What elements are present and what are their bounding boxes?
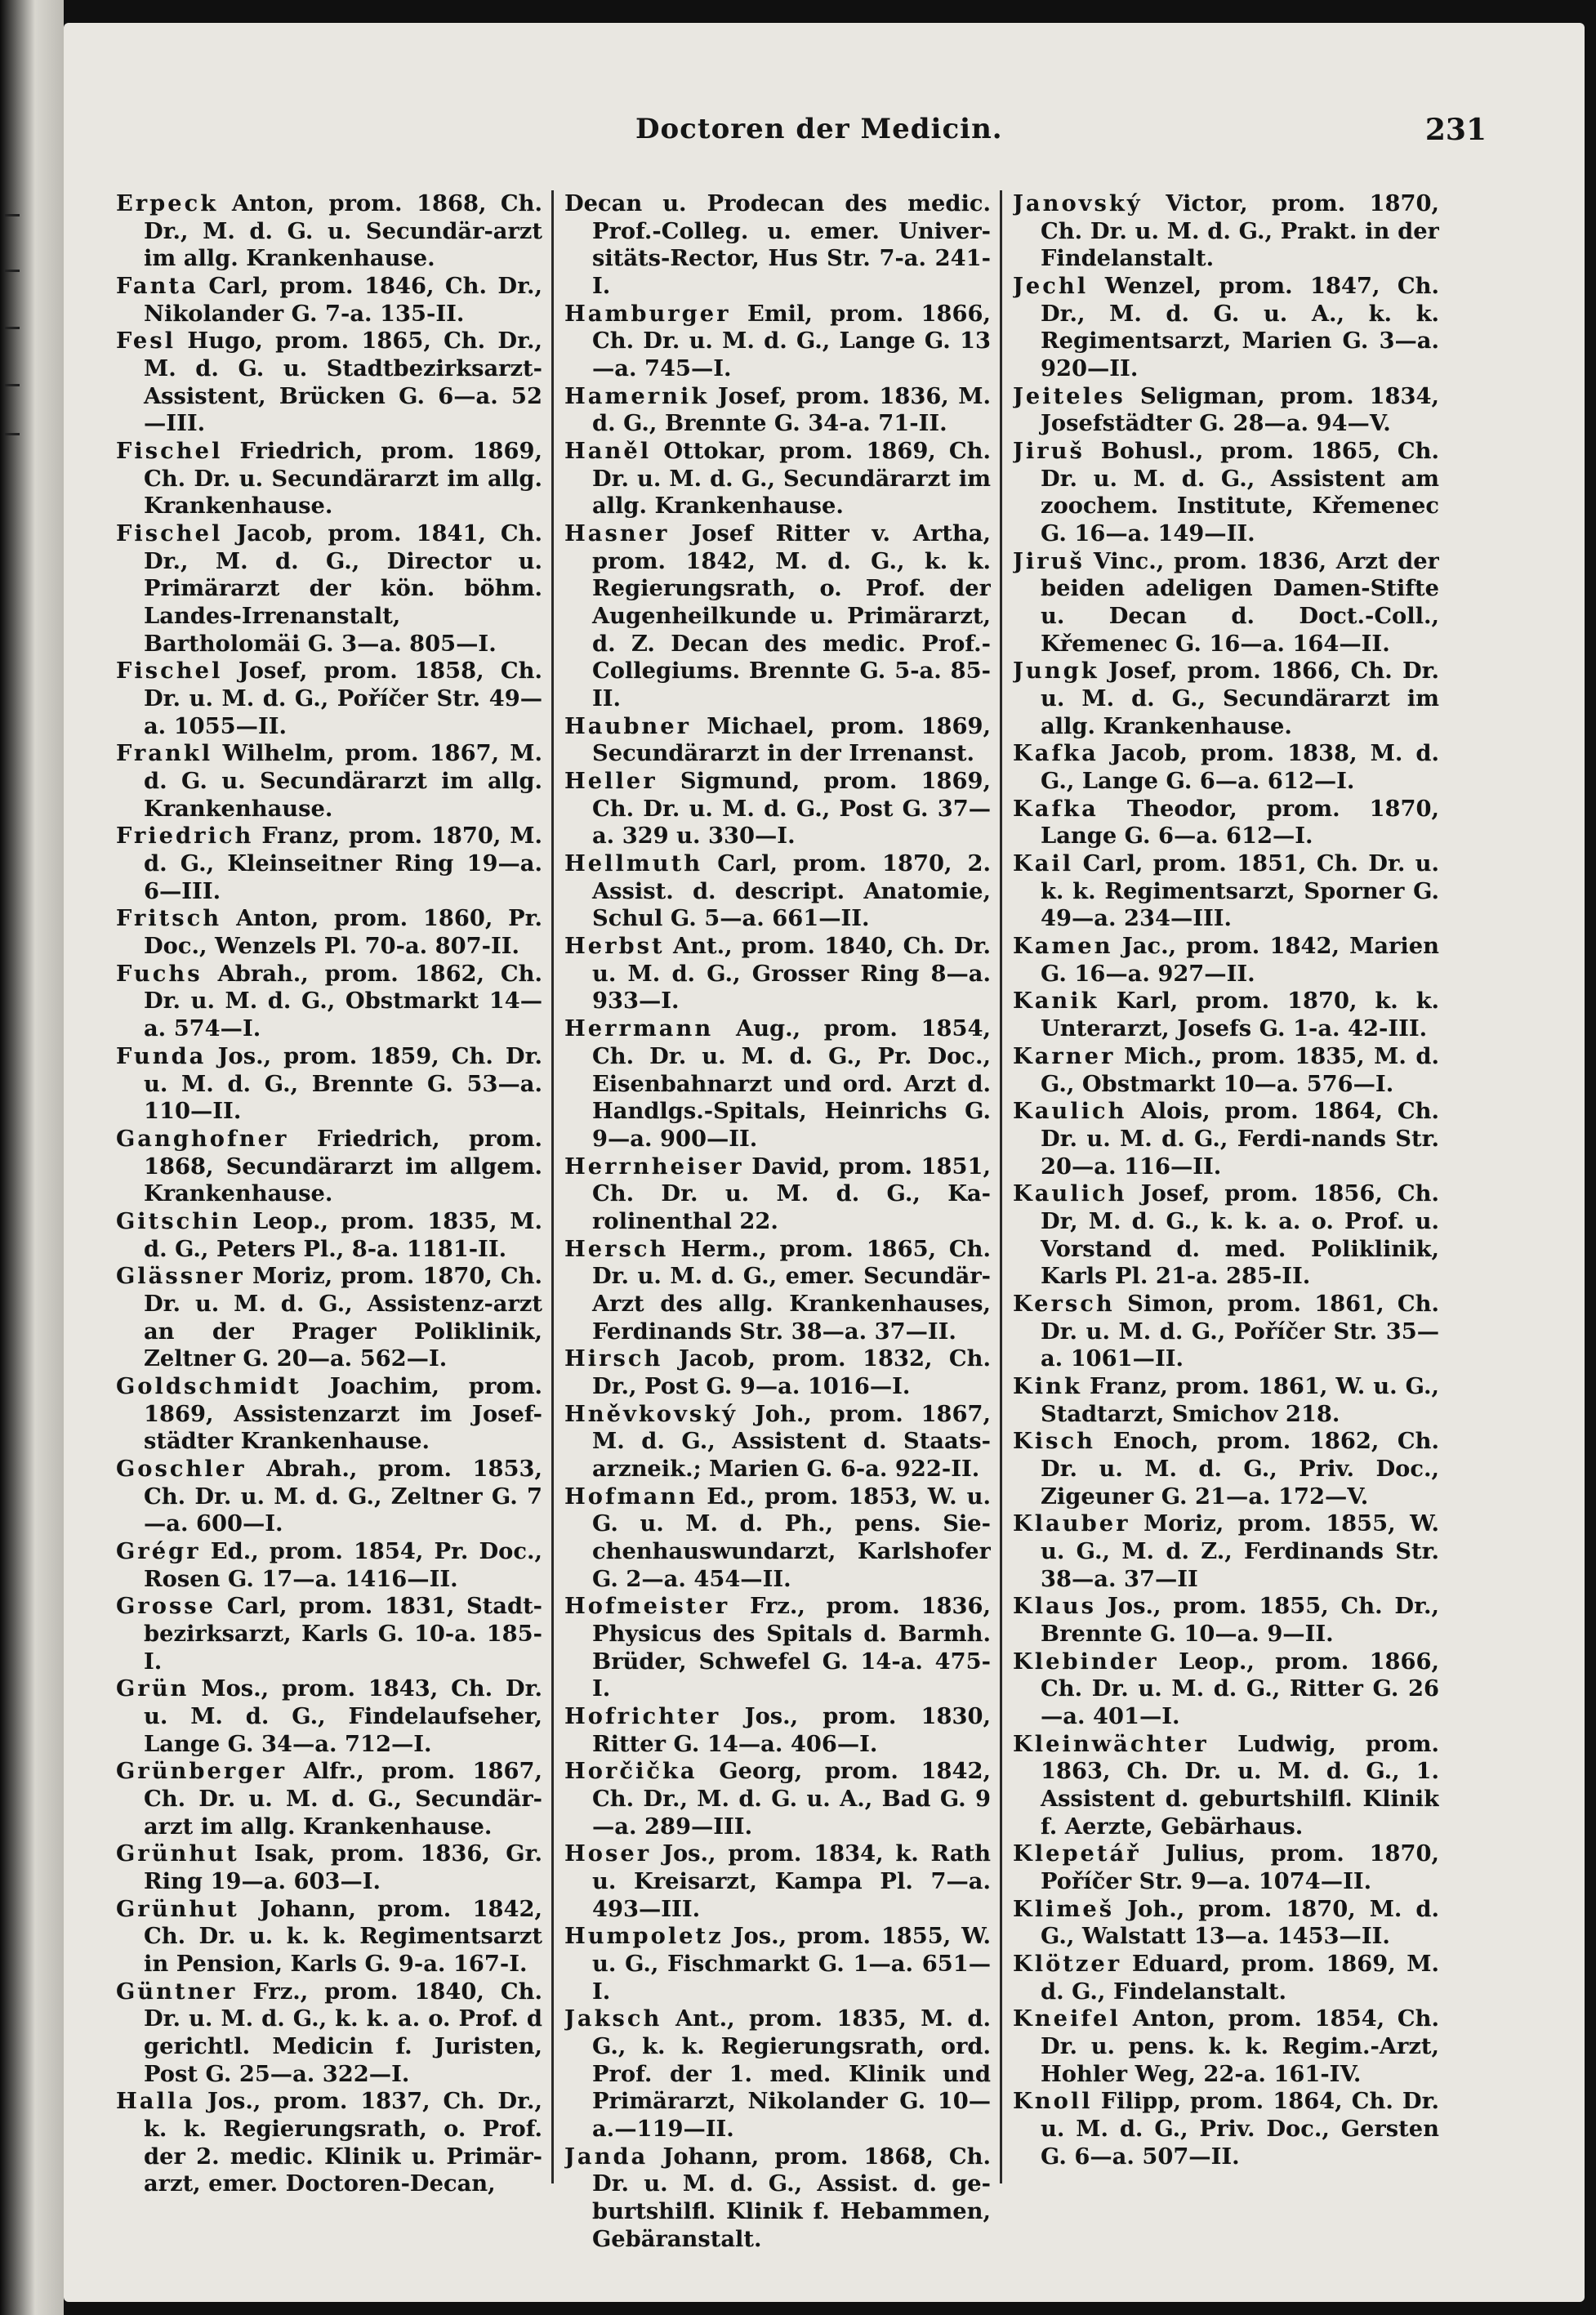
entry-details: Jos., prom. 1855, Ch. Dr., Brennte G. 10—a. 9—II. bbox=[1041, 1593, 1439, 1647]
entry-surname: Jiruš bbox=[1013, 438, 1085, 465]
directory-entry bbox=[1013, 740, 1439, 795]
entry-surname: Hněvkovský bbox=[564, 1400, 738, 1427]
entry-details: Jos., prom. 1830, Ritter G. 14—a. 406—I. bbox=[592, 1702, 991, 1757]
entry-details: Ludwig, prom. 1863, Ch. Dr. u. M. d. G., 1. Assistent d. geburtshilfl. Klinik f. Aerzte, Gebärhaus. bbox=[1041, 1730, 1439, 1840]
entry-details: Carl, prom. 1846, Ch. Dr., Nikolander G. 7-a. 135-II. bbox=[144, 273, 542, 327]
entry-surname: Jaksch bbox=[564, 2005, 662, 2032]
directory-entry bbox=[1013, 1951, 1439, 2005]
entry-surname: Hofmeister bbox=[564, 1593, 730, 1620]
entry-details: Georg, prom. 1842, Ch. Dr., M. d. G. u. A., Bad G. 9—a. 289—III. bbox=[592, 1758, 991, 1840]
directory-entry bbox=[1013, 1510, 1439, 1593]
directory-entry bbox=[564, 1236, 991, 1346]
entry-details: Wenzel, prom. 1847, Ch. Dr., M. d. G. u. A., k. k. Regimentsarzt, Marien G. 3—a. 920—II. bbox=[1041, 273, 1439, 382]
page-header bbox=[64, 113, 1585, 154]
entry-surname: Grünberger bbox=[116, 1758, 288, 1785]
directory-entry bbox=[116, 1263, 542, 1373]
entry-details: Julius, prom. 1870, Poříčer Str. 9—a. 1074—II. bbox=[1041, 1840, 1439, 1894]
entry-surname: Kisch bbox=[1013, 1428, 1095, 1455]
entry-details: Hugo, prom. 1865, Ch. Dr., M. d. G. u. Stadtbezirksarzt-Assistent, Brücken G. 6—a. 52—III. bbox=[144, 328, 542, 437]
entry-surname: Fischel bbox=[116, 658, 223, 685]
directory-entry bbox=[1013, 988, 1439, 1042]
entry-details: Joh., prom. 1867, M. d. G., Assistent d. Staats-arzneik.; Marien G. 6-a. 922-II. bbox=[592, 1400, 991, 1482]
entry-details: Moriz, prom. 1855, W. u. G., M. d. Z., Ferdinands Str. 38—a. 37—II bbox=[1041, 1510, 1439, 1592]
directory-entry bbox=[564, 1758, 991, 1840]
entry-details: Jacob, prom. 1838, M. d. G., Lange G. 6—a. 612—I. bbox=[1041, 740, 1439, 795]
entry-surname: Klauber bbox=[1013, 1510, 1130, 1537]
entry-surname: Fritsch bbox=[116, 905, 222, 932]
directory-page bbox=[64, 23, 1585, 2302]
entry-details: Joh., prom. 1870, M. d. G., Walstatt 13—a. 1453—II. bbox=[1041, 1895, 1439, 1950]
entry-surname: Fuchs bbox=[116, 960, 203, 987]
directory-entry bbox=[1013, 1593, 1439, 1648]
directory-entry bbox=[564, 768, 991, 850]
directory-entry bbox=[564, 1153, 991, 1236]
directory-entry bbox=[564, 1703, 991, 1758]
entry-surname: Fesl bbox=[116, 328, 176, 355]
entry-details: Jos., prom. 1855, W. u. G., Fischmarkt G. 1—a. 651—I. bbox=[592, 1923, 991, 2005]
directory-entry bbox=[1013, 548, 1439, 658]
entry-surname: Heller bbox=[564, 768, 658, 795]
entry-surname: Fanta bbox=[116, 273, 198, 300]
directory-entry bbox=[1013, 1043, 1439, 1098]
entry-details: Josef, prom. 1858, Ch. Dr. u. M. d. G., Poříčer Str. 49—a. 1055—II. bbox=[144, 658, 542, 739]
entry-surname: Hamernik bbox=[564, 382, 710, 409]
directory-entry bbox=[564, 713, 991, 768]
entry-surname: Klötzer bbox=[1013, 1951, 1122, 1977]
entry-details: Carl, prom. 1870, 2. Assist. d. descript. Anatomie, Schul G. 5—a. 661—II. bbox=[592, 850, 991, 932]
directory-entry bbox=[1013, 438, 1439, 548]
entry-details: Josef, prom. 1836, M. d. G., Brennte G. 34-a. 71-II. bbox=[592, 382, 991, 437]
entry-surname: Friedrich bbox=[116, 823, 254, 850]
directory-entry bbox=[116, 1373, 542, 1456]
directory-entry bbox=[116, 658, 542, 740]
directory-entry bbox=[116, 520, 542, 658]
running-title: Doctoren der Medicin. bbox=[635, 113, 1003, 145]
directory-entry bbox=[1013, 1291, 1439, 1373]
entry-details: Ottokar, prom. 1869, Ch. Dr. u. M. d. G., Secundärarzt im allg. Krankenhause. bbox=[592, 438, 991, 520]
entry-details: Anton, prom. 1868, Ch. Dr., M. d. G. u. Secundär-arzt im allg. Krankenhause. bbox=[144, 190, 542, 272]
entry-surname: Frankl bbox=[116, 740, 213, 767]
directory-entry bbox=[564, 520, 991, 713]
entry-surname: Hersch bbox=[564, 1235, 669, 1262]
directory-entry bbox=[116, 1675, 542, 1758]
directory-entry bbox=[1013, 1648, 1439, 1731]
entry-surname: Kanik bbox=[1013, 988, 1099, 1015]
entry-surname: Jungk bbox=[1013, 658, 1099, 685]
entry-details: Abrah., prom. 1862, Ch. Dr. u. M. d. G., Obstmarkt 14—a. 574—I. bbox=[144, 960, 542, 1042]
entry-surname: Hofrichter bbox=[564, 1702, 721, 1729]
entry-details: Joachim, prom. 1869, Assistenzarzt im Josef-städter Krankenhause. bbox=[144, 1372, 542, 1455]
entry-details: Mich., prom. 1835, M. d. G., Obstmarkt 10—a. 576—I. bbox=[1041, 1042, 1439, 1097]
directory-entry bbox=[1013, 1428, 1439, 1510]
entry-details: Isak, prom. 1836, Gr. Ring 19—a. 603—I. bbox=[144, 1840, 542, 1894]
entry-details: Josef, prom. 1856, Ch. Dr, M. d. G., k. k. a. o. Prof. u. Vorstand d. med. Poliklinik, Karls Pl. 21-a. 285-II. bbox=[1041, 1180, 1439, 1290]
entry-surname: Karner bbox=[1013, 1042, 1116, 1069]
entry-details: Filipp, prom. 1864, Ch. Dr. u. M. d. G., Priv. Doc., Gersten G. 6—a. 507—II. bbox=[1041, 2088, 1439, 2170]
directory-entry bbox=[116, 438, 542, 520]
directory-entry bbox=[1013, 1896, 1439, 1951]
entry-surname: Klaus bbox=[1013, 1593, 1096, 1620]
entry-details: Jos., prom. 1834, k. Rath u. Kreisarzt, Kampa Pl. 7—a. 493—III. bbox=[592, 1840, 991, 1922]
entry-details: Frz., prom. 1840, Ch. Dr. u. M. d. G., k. k. a. o. Prof. d gerichtl. Medicin f. Juristen, Post G. 25—a. 322—I. bbox=[144, 1978, 542, 2087]
entry-surname: Gitschin bbox=[116, 1207, 241, 1234]
entry-surname: Goldschmidt bbox=[116, 1372, 301, 1399]
entry-surname: Goschler bbox=[116, 1455, 247, 1482]
entry-details: Jacob, prom. 1832, Ch. Dr., Post G. 9—a. 1016—I. bbox=[592, 1345, 991, 1399]
directory-entry bbox=[1013, 190, 1439, 273]
directory-entry bbox=[116, 273, 542, 328]
entry-details: Simon, prom. 1861, Ch. Dr. u. M. d. G., Poříčer Str. 35—a. 1061—II. bbox=[1041, 1290, 1439, 1372]
entry-surname: Kamen bbox=[1013, 933, 1113, 960]
directory-entry bbox=[116, 328, 542, 438]
entry-surname: Klepetář bbox=[1013, 1840, 1141, 1867]
directory-entry bbox=[1013, 850, 1439, 933]
directory-entry bbox=[564, 1483, 991, 1594]
directory-entry bbox=[116, 1758, 542, 1840]
directory-entry bbox=[116, 1043, 542, 1126]
entry-details: Emil, prom. 1866, Ch. Dr. u. M. d. G., Lange G. 13—a. 745—I. bbox=[592, 300, 991, 382]
entry-surname: Grünhut bbox=[116, 1840, 239, 1867]
entry-details: Michael, prom. 1869, Secundärarzt in der Irrenanst. bbox=[592, 712, 991, 767]
entry-details: Ant., prom. 1835, M. d. G., k. k. Regierungsrath, ord. Prof. der 1. med. Klinik und Primärarzt, Nikolander G. 10—a.—119—II. bbox=[592, 2005, 991, 2143]
directory-entry bbox=[116, 905, 542, 960]
entry-surname: Fischel bbox=[116, 438, 223, 465]
entry-surname: Janovský bbox=[1013, 190, 1143, 216]
entry-details: Alfr., prom. 1867, Ch. Dr. u. M. d. G., Secundär-arzt im allg. Krankenhause. bbox=[144, 1758, 542, 1840]
entry-surname: Güntner bbox=[116, 1978, 238, 2005]
entry-surname: Jiruš bbox=[1013, 547, 1085, 574]
entry-surname: Humpoletz bbox=[564, 1923, 724, 1950]
entry-details: Jacob, prom. 1841, Ch. Dr., M. d. G., Director u. Primärarzt der kön. böhm. Landes-Irrenanstalt, Bartholomäi G. 3—a. 805—I. bbox=[144, 520, 542, 657]
directory-entry bbox=[1013, 1373, 1439, 1428]
entry-details: Vinc., prom. 1836, Arzt der beiden adeligen Damen-Stifte u. Decan d. Doct.-Coll., Křemenec G. 16—a. 164—II. bbox=[1041, 547, 1439, 657]
entry-surname: Kersch bbox=[1013, 1290, 1115, 1317]
entry-surname: Kaulich bbox=[1013, 1098, 1127, 1125]
column-rule bbox=[1000, 190, 1002, 2183]
entry-details: Ant., prom. 1840, Ch. Dr. u. M. d. G., Grosser Ring 8—a. 933—I. bbox=[592, 933, 991, 1015]
entry-details: Josef, prom. 1866, Ch. Dr. u. M. d. G., Secundärarzt im allg. Krankenhause. bbox=[1041, 658, 1439, 739]
entry-surname: Kail bbox=[1013, 850, 1074, 877]
directory-entry bbox=[1013, 2005, 1439, 2088]
directory-entry bbox=[116, 1538, 542, 1593]
entry-details: Jos., prom. 1837, Ch. Dr., k. k. Regierungsrath, o. Prof. der 2. medic. Klinik u. Primär-arzt, emer. Doctoren-Decan, bbox=[144, 2088, 542, 2197]
directory-entry bbox=[564, 850, 991, 933]
entry-surname: Kafka bbox=[1013, 795, 1099, 822]
entry-surname: Hirsch bbox=[564, 1345, 663, 1372]
entry-surname: Funda bbox=[116, 1042, 207, 1069]
directory-entry bbox=[564, 1345, 991, 1400]
entries-column-1 bbox=[116, 190, 542, 2282]
directory-entry bbox=[116, 1593, 542, 1675]
entry-details: Moriz, prom. 1870, Ch. Dr. u. M. d. G., Assistenz-arzt an der Prager Poliklinik, Zeltner G. 20—a. 562—I. bbox=[144, 1263, 542, 1372]
entry-details: Aug., prom. 1854, Ch. Dr. u. M. d. G., Pr. Doc., Eisenbahnarzt und ord. Arzt d. Handlgs.-Spitals, Heinrichs G. 9—a. 900—II. bbox=[592, 1015, 991, 1152]
entry-details: Victor, prom. 1870, Ch. Dr. u. M. d. G., Prakt. in der Findelanstalt. bbox=[1041, 190, 1439, 272]
directory-entry bbox=[116, 1978, 542, 2089]
directory-entry bbox=[116, 1208, 542, 1263]
directory-entry bbox=[564, 1401, 991, 1483]
entry-surname: Kleinwächter bbox=[1013, 1730, 1209, 1757]
entry-surname: Janda bbox=[564, 2143, 649, 2170]
directory-entry bbox=[116, 961, 542, 1043]
directory-entry bbox=[116, 190, 542, 273]
entry-details: Seligman, prom. 1834, Josefstädter G. 28—a. 94—V. bbox=[1041, 382, 1439, 437]
book-binding-edge bbox=[0, 0, 64, 2315]
entry-surname: Ganghofner bbox=[116, 1125, 289, 1152]
entry-details: Johann, prom. 1868, Ch. Dr. u. M. d. G., Assist. d. ge-burtshilfl. Klinik f. Hebammen, Gebäranstalt. bbox=[592, 2143, 991, 2252]
entry-surname: Kafka bbox=[1013, 740, 1099, 767]
entry-surname: Haněl bbox=[564, 438, 652, 465]
entry-details: Mos., prom. 1843, Ch. Dr. u. M. d. G., Findelaufseher, Lange G. 34—a. 712—I. bbox=[144, 1675, 542, 1757]
entry-surname: Glässner bbox=[116, 1263, 245, 1290]
directory-entry bbox=[116, 823, 542, 905]
entry-details: Wilhelm, prom. 1867, M. d. G. u. Secundärarzt im allg. Krankenhause. bbox=[144, 740, 542, 822]
directory-entry bbox=[1013, 796, 1439, 850]
directory-entry bbox=[564, 383, 991, 438]
entry-details: Anton, prom. 1860, Pr. Doc., Wenzels Pl. 70-a. 807-II. bbox=[144, 905, 542, 960]
directory-entry bbox=[564, 1923, 991, 2005]
entry-surname: Klebinder bbox=[1013, 1648, 1159, 1675]
directory-entry bbox=[1013, 1731, 1439, 1841]
entry-surname: Herrnheiser bbox=[564, 1153, 744, 1180]
entry-surname: Grosse bbox=[116, 1593, 216, 1620]
directory-entry bbox=[116, 740, 542, 823]
entry-surname: Hellmuth bbox=[564, 850, 703, 877]
page-number: 231 bbox=[1424, 113, 1487, 147]
directory-entry bbox=[116, 2088, 542, 2198]
entry-details: Bohusl., prom. 1865, Ch. Dr. u. M. d. G., Assistent am zoochem. Institute, Křemenec G. 16—a. 149—II. bbox=[1041, 438, 1439, 547]
directory-entry bbox=[564, 301, 991, 383]
entry-details: Decan u. Prodecan des medic. Prof.-Colleg. u. emer. Univer-sitäts-Rector, Hus Str. 7-a. 241-I. bbox=[564, 190, 991, 300]
entry-details: Alois, prom. 1864, Ch. Dr. u. M. d. G., Ferdi-nands Str. 20—a. 116—II. bbox=[1041, 1098, 1439, 1180]
directory-entry bbox=[116, 1456, 542, 1538]
entry-surname: Jechl bbox=[1013, 273, 1089, 300]
entry-details: Anton, prom. 1854, Ch. Dr. u. pens. k. k. Regim.-Arzt, Hohler Weg, 22-a. 161-IV. bbox=[1041, 2005, 1439, 2087]
entry-details: Johann, prom. 1842, Ch. Dr. u. k. k. Regimentsarzt in Pension, Karls G. 9-a. 167-I. bbox=[144, 1895, 542, 1977]
entry-surname: Erpeck bbox=[116, 190, 219, 216]
directory-entry bbox=[116, 1126, 542, 1208]
entry-details: Leop., prom. 1866, Ch. Dr. u. M. d. G., Ritter G. 26—a. 401—I. bbox=[1041, 1648, 1439, 1729]
directory-entry bbox=[1013, 383, 1439, 438]
entry-surname: Hamburger bbox=[564, 300, 731, 327]
entry-surname: Fischel bbox=[116, 520, 223, 547]
entry-details: David, prom. 1851, Ch. Dr. u. M. d. G., Ka-rolinenthal 22. bbox=[592, 1153, 991, 1234]
directory-entry bbox=[1013, 2088, 1439, 2170]
entry-details: Frz., prom. 1836, Physicus des Spitals d. Barmh. Brüder, Schwefel G. 14-a. 475-I. bbox=[592, 1593, 991, 1702]
entry-surname: Halla bbox=[116, 2088, 195, 2115]
entry-surname: Klimeš bbox=[1013, 1895, 1115, 1922]
entry-surname: Horčička bbox=[564, 1758, 698, 1785]
directory-entry bbox=[1013, 658, 1439, 740]
entry-details: Ed., prom. 1854, Pr. Doc., Rosen G. 17—a. 1416—II. bbox=[144, 1537, 542, 1592]
directory-entry bbox=[564, 933, 991, 1015]
entry-surname: Kneifel bbox=[1013, 2005, 1121, 2032]
directory-entry bbox=[1013, 1840, 1439, 1895]
entry-details: Friedrich, prom. 1868, Secundärarzt im allgem. Krankenhause. bbox=[144, 1125, 542, 1207]
directory-entry bbox=[564, 1015, 991, 1153]
entry-details: Franz, prom. 1870, M. d. G., Kleinseitner Ring 19—a. 6—III. bbox=[144, 823, 542, 904]
entry-details: Friedrich, prom. 1869, Ch. Dr. u. Secundärarzt im allg. Krankenhause. bbox=[144, 438, 542, 520]
directory-entry bbox=[564, 190, 991, 301]
entry-details: Carl, prom. 1851, Ch. Dr. u. k. k. Regimentsarzt, Sporner G. 49—a. 234—III. bbox=[1041, 850, 1439, 932]
directory-entry bbox=[564, 2143, 991, 2254]
directory-entry bbox=[1013, 273, 1439, 383]
entry-surname: Herbst bbox=[564, 933, 665, 960]
entry-details: Ed., prom. 1853, W. u. G. u. M. d. Ph., pens. Sie-chenhauswundarzt, Karlshofer G. 2—a. 454—II. bbox=[592, 1483, 991, 1592]
directory-entry bbox=[564, 1840, 991, 1923]
entry-surname: Herrmann bbox=[564, 1015, 714, 1042]
entry-surname: Haubner bbox=[564, 712, 692, 739]
entry-details: Franz, prom. 1861, W. u. G., Stadtarzt, Smichov 218. bbox=[1041, 1372, 1439, 1427]
entry-details: Sigmund, prom. 1869, Ch. Dr. u. M. d. G., Post G. 37—a. 329 u. 330—I. bbox=[592, 768, 991, 850]
entry-surname: Hoser bbox=[564, 1840, 652, 1867]
column-rule bbox=[551, 190, 554, 2183]
directory-entry bbox=[116, 1896, 542, 1978]
entry-surname: Knoll bbox=[1013, 2088, 1093, 2115]
directory-entry bbox=[564, 438, 991, 520]
entry-surname: Grün bbox=[116, 1675, 189, 1702]
entry-details: Jos., prom. 1859, Ch. Dr. u. M. d. G., Brennte G. 53—a. 110—II. bbox=[144, 1042, 542, 1125]
entry-details: Abrah., prom. 1853, Ch. Dr. u. M. d. G., Zeltner G. 7—a. 600—I. bbox=[144, 1455, 542, 1537]
entry-details: Herm., prom. 1865, Ch. Dr. u. M. d. G., emer. Secundär-Arzt des allg. Krankenhauses, Ferdinands Str. 38—a. 37—II. bbox=[592, 1235, 991, 1345]
entry-surname: Jeiteles bbox=[1013, 382, 1126, 409]
entry-details: Karl, prom. 1870, k. k. Unterarzt, Josefs G. 1-a. 42-III. bbox=[1041, 988, 1439, 1042]
entry-surname: Grégr bbox=[116, 1537, 201, 1564]
entry-surname: Hasner bbox=[564, 520, 670, 547]
entry-details: Theodor, prom. 1870, Lange G. 6—a. 612—I. bbox=[1041, 795, 1439, 850]
entry-details: Jac., prom. 1842, Marien G. 16—a. 927—II. bbox=[1041, 933, 1439, 987]
entry-surname: Hofmann bbox=[564, 1483, 698, 1510]
directory-entry bbox=[1013, 1098, 1439, 1180]
entry-surname: Grünhut bbox=[116, 1895, 239, 1922]
entry-details: Enoch, prom. 1862, Ch. Dr. u. M. d. G., Priv. Doc., Zigeuner G. 21—a. 172—V. bbox=[1041, 1428, 1439, 1510]
directory-entry bbox=[564, 2005, 991, 2143]
directory-entry bbox=[1013, 1180, 1439, 1291]
directory-entry bbox=[116, 1840, 542, 1895]
entries-column-3 bbox=[1013, 190, 1439, 2282]
directory-entry bbox=[1013, 933, 1439, 988]
entry-details: Josef Ritter v. Artha, prom. 1842, M. d. G., k. k. Regierungsrath, o. Prof. der Augenheilkunde u. Primärarzt, d. Z. Decan des medic. Prof.-Collegiums. Brennte G. 5-a. 85-II. bbox=[592, 520, 991, 712]
entry-surname: Kink bbox=[1013, 1372, 1082, 1399]
entry-details: Eduard, prom. 1869, M. d. G., Findelanstalt. bbox=[1041, 1951, 1439, 2005]
directory-entry bbox=[564, 1593, 991, 1703]
entry-details: Carl, prom. 1831, Stadt-bezirksarzt, Karls G. 10-a. 185-I. bbox=[144, 1593, 542, 1675]
entry-surname: Kaulich bbox=[1013, 1180, 1127, 1207]
entries-column-2 bbox=[564, 190, 991, 2282]
entry-details: Leop., prom. 1835, M. d. G., Peters Pl., 8-a. 1181-II. bbox=[144, 1207, 542, 1262]
